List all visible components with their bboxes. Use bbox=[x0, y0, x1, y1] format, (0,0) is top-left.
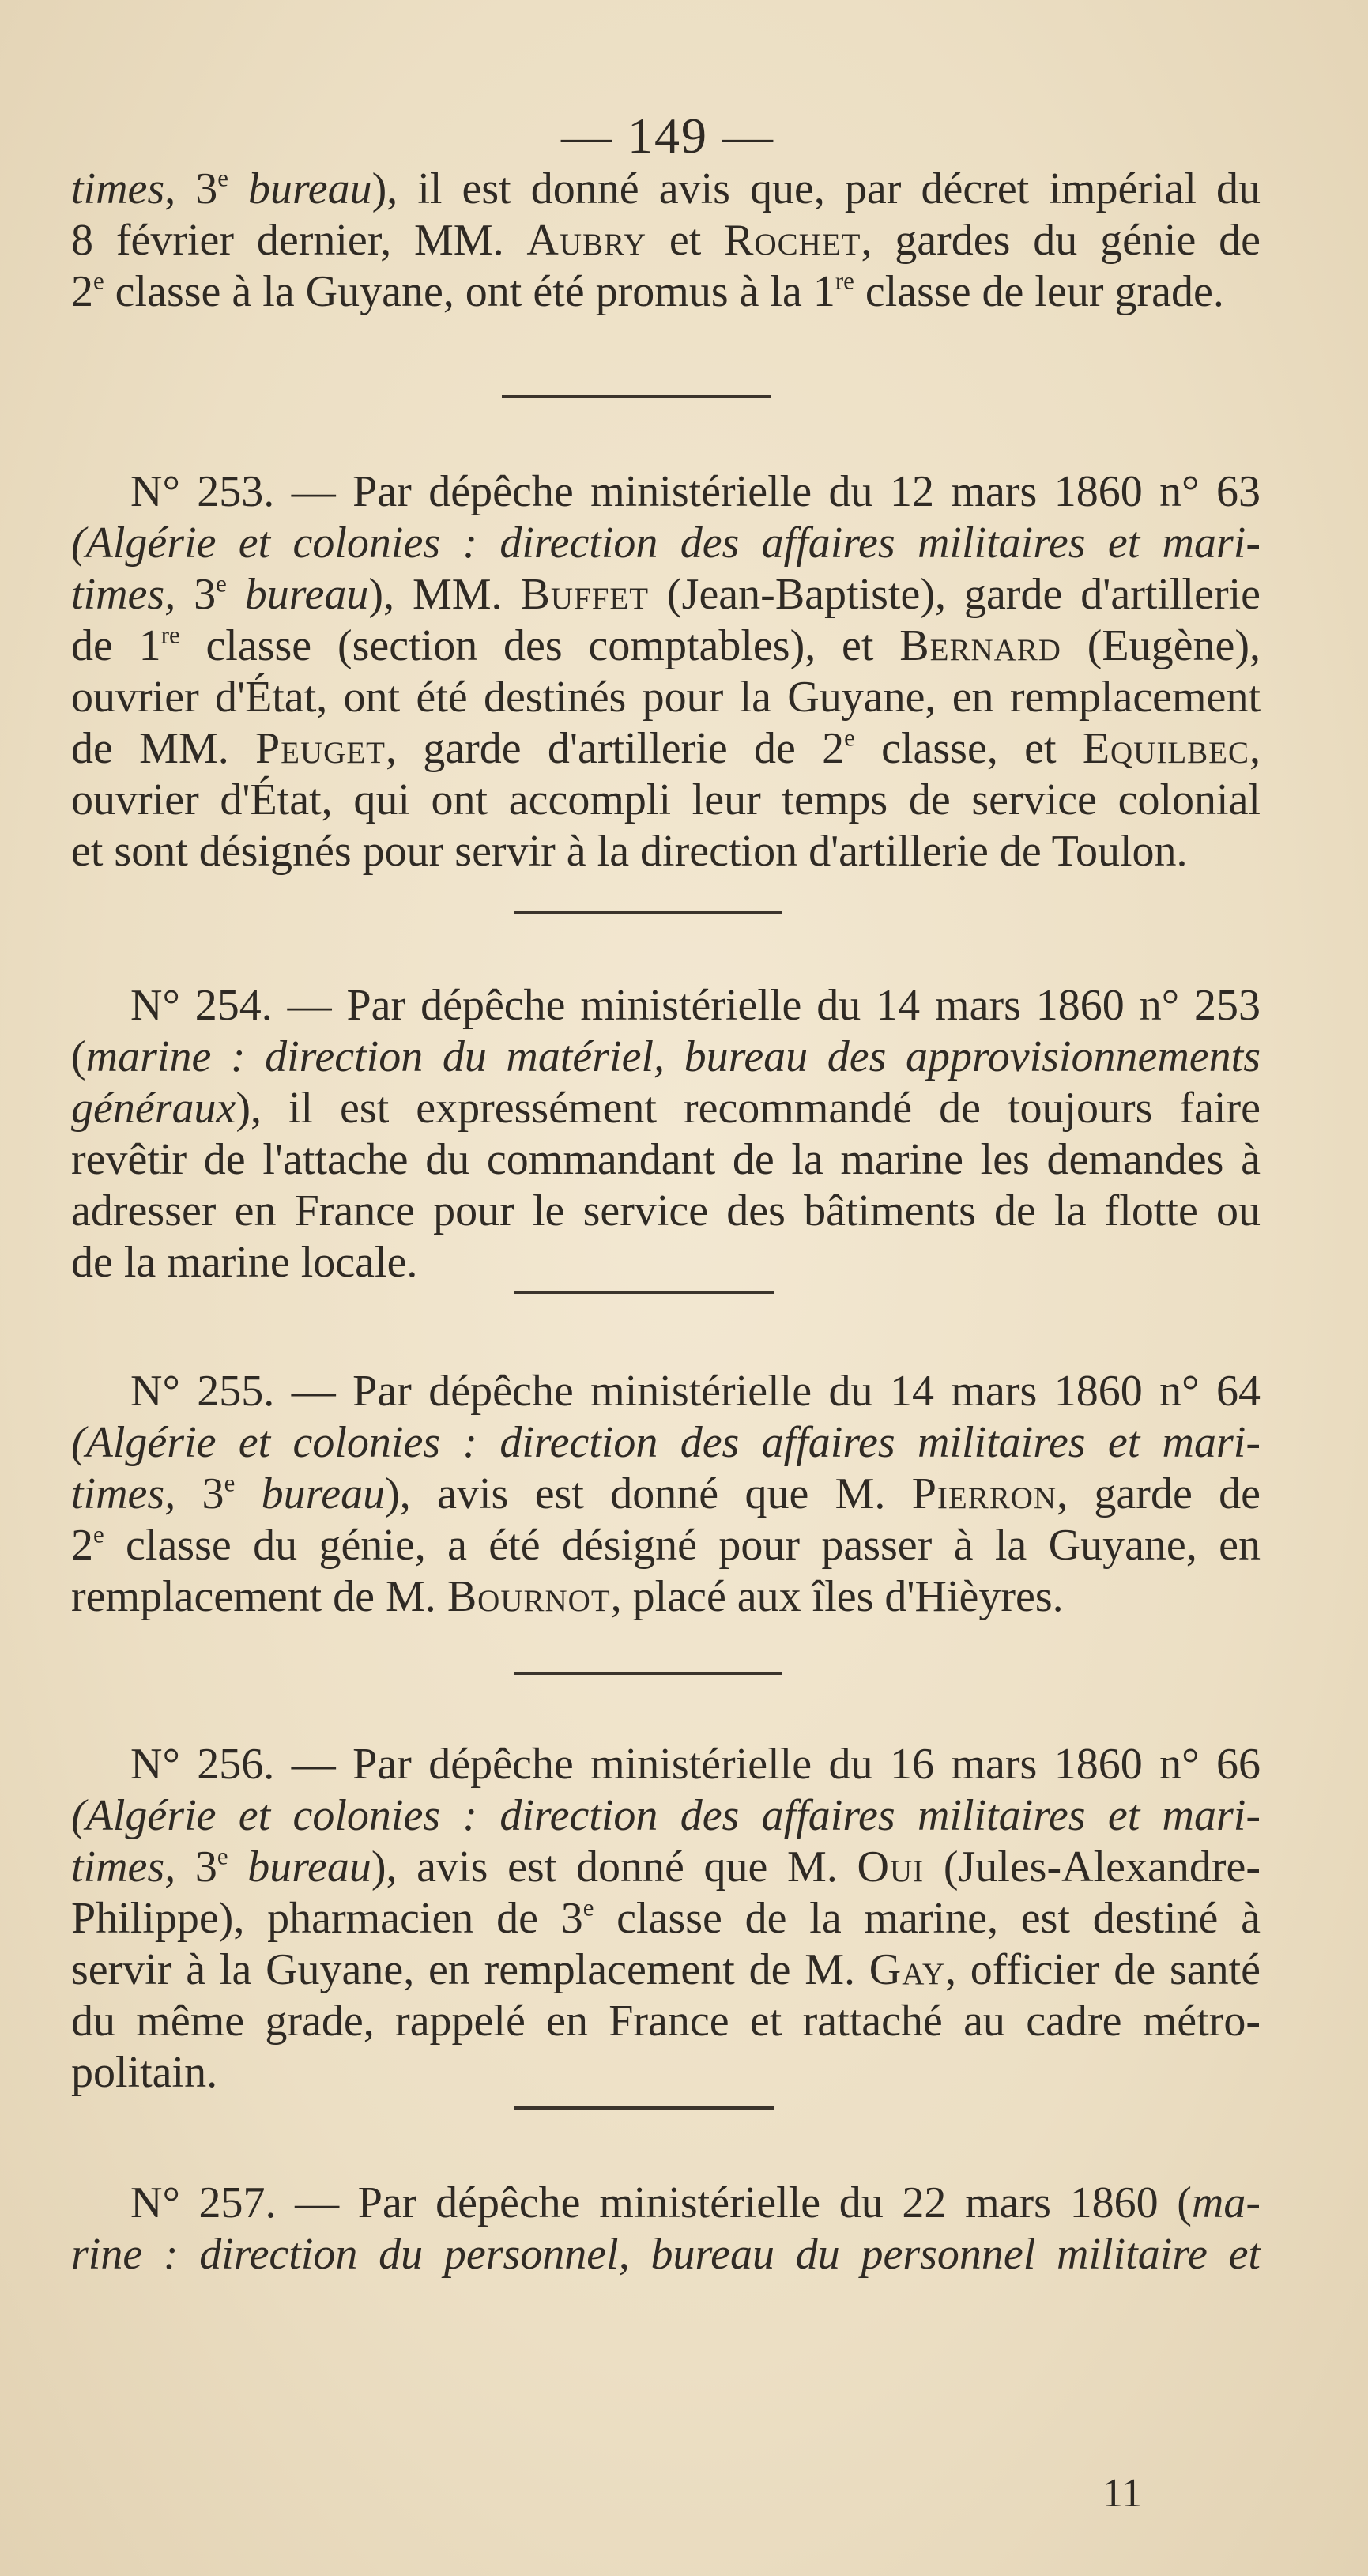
text-line bbox=[71, 466, 1261, 518]
text-run: , 3 bbox=[164, 164, 218, 213]
text-run: e bbox=[93, 267, 104, 295]
text-run: Rochet bbox=[724, 216, 861, 265]
text-run: e bbox=[582, 1894, 594, 1922]
signature-mark: 11 bbox=[1102, 2471, 1143, 2516]
text-run: ma- bbox=[1191, 2178, 1261, 2227]
text-run: bureau bbox=[261, 1469, 386, 1518]
text-run: e bbox=[844, 724, 855, 752]
text-line bbox=[71, 1032, 1261, 1083]
text-run: ), avis est donné que M. bbox=[385, 1469, 912, 1518]
text-run: (Jules-Alexandre- bbox=[924, 1842, 1261, 1891]
text-run: rine : direction du personnel, bureau du personnel militaire et bbox=[71, 2230, 1261, 2279]
text-run: du même grade, rappelé en France et rattaché au cadre métro- bbox=[71, 1997, 1261, 2046]
text-run: ), avis est donné que M. bbox=[371, 1842, 857, 1891]
text-line bbox=[71, 775, 1261, 826]
text-run: (Algérie et colonies : direction des affaires militaires et mari- bbox=[71, 519, 1261, 568]
text-run: , garde d'artillerie de 2 bbox=[385, 724, 845, 773]
text-run bbox=[228, 164, 248, 213]
separator-rule bbox=[514, 911, 782, 914]
entry-continuation bbox=[71, 164, 1261, 318]
text-line bbox=[71, 1790, 1261, 1842]
text-run: N° 253. — Par dépêche ministérielle du 12 mars 1860 n° 63 bbox=[130, 467, 1261, 516]
text-run: ouvrier d'État, ont été destinés pour la Guyane, en remplacement bbox=[71, 673, 1261, 722]
text-run bbox=[227, 570, 245, 619]
text-run: Peuget bbox=[255, 724, 386, 773]
text-line bbox=[71, 1417, 1261, 1469]
text-run: times, bbox=[71, 1469, 176, 1518]
text-run: 2 bbox=[71, 267, 93, 316]
text-run: et sont désignés pour servir à la direction d'artillerie de Toulon. bbox=[71, 827, 1188, 876]
text-line bbox=[71, 1186, 1261, 1237]
entry-257 bbox=[71, 2178, 1261, 2280]
text-run: N° 254. — Par dépêche ministérielle du 14 mars 1860 n° 253 bbox=[130, 981, 1261, 1030]
text-run: ), MM. bbox=[368, 570, 521, 619]
text-line bbox=[71, 1134, 1261, 1186]
text-run: classe du génie, a été désigné pour passer à la Guyane, en bbox=[104, 1521, 1261, 1570]
text-run: Aubry bbox=[526, 216, 647, 265]
text-run: de MM. bbox=[71, 724, 256, 773]
text-run: Gay bbox=[869, 1945, 945, 1994]
text-run: 3 bbox=[175, 1842, 217, 1891]
text-line bbox=[71, 1237, 1261, 1288]
entry-253 bbox=[71, 466, 1261, 877]
entry-256 bbox=[71, 1739, 1261, 2099]
text-run: 3 bbox=[175, 570, 217, 619]
text-line bbox=[71, 569, 1261, 620]
separator-rule bbox=[514, 2106, 774, 2110]
text-line bbox=[71, 672, 1261, 723]
entry-255 bbox=[71, 1366, 1261, 1623]
text-line bbox=[71, 215, 1261, 266]
text-run: Equilbec bbox=[1082, 724, 1250, 773]
text-run: N° 256. — Par dépêche ministérielle du 16 mars 1860 n° 66 bbox=[130, 1740, 1261, 1789]
text-run: , garde de bbox=[1057, 1469, 1261, 1518]
text-run: classe de leur grade. bbox=[854, 267, 1224, 316]
text-line bbox=[71, 266, 1261, 318]
text-run: Bernard bbox=[899, 621, 1061, 670]
text-run: e bbox=[224, 1469, 236, 1497]
text-run: généraux bbox=[71, 1084, 236, 1133]
text-run: N° 255. — Par dépêche ministérielle du 14 mars 1860 n° 64 bbox=[130, 1367, 1261, 1416]
text-run: e bbox=[217, 1842, 228, 1870]
text-run: Pierron bbox=[911, 1469, 1057, 1518]
text-run: classe, et bbox=[854, 724, 1083, 773]
text-line bbox=[71, 1842, 1261, 1893]
text-run: Bournot bbox=[447, 1572, 611, 1621]
text-line bbox=[71, 1520, 1261, 1571]
text-line bbox=[71, 1469, 1261, 1520]
text-run: revêtir de l'attache du commandant de la marine les demandes à bbox=[71, 1135, 1261, 1184]
text-run: e bbox=[217, 164, 228, 192]
text-run: (Algérie et colonies : direction des affaires militaires et mari- bbox=[71, 1791, 1261, 1840]
separator-rule bbox=[514, 1672, 782, 1675]
entry-254 bbox=[71, 980, 1261, 1288]
text-run: Buffet bbox=[520, 570, 650, 619]
text-run: de la marine locale. bbox=[71, 1238, 418, 1287]
text-line bbox=[71, 826, 1261, 877]
text-run bbox=[235, 1469, 261, 1518]
text-line bbox=[71, 1944, 1261, 1996]
text-run: ouvrier d'État, qui ont accompli leur temps de service colonial bbox=[71, 775, 1261, 824]
text-line bbox=[71, 2229, 1261, 2280]
text-run: et bbox=[646, 216, 725, 265]
text-run: (Algérie et colonies : direction des affaires militaires et mari- bbox=[71, 1418, 1261, 1467]
text-run: times bbox=[71, 164, 165, 213]
text-run: , placé aux îles d'Hièyres. bbox=[610, 1572, 1064, 1621]
text-run: (Eugène), bbox=[1061, 621, 1261, 670]
text-run: remplacement de M. bbox=[71, 1572, 447, 1621]
text-run: bureau bbox=[248, 164, 372, 213]
text-run: ), il est donné avis que, par décret impérial du bbox=[371, 164, 1261, 213]
text-run: bureau bbox=[247, 1842, 371, 1891]
text-run: classe de la marine, est destiné à bbox=[594, 1894, 1261, 1943]
text-run: servir à la Guyane, en remplacement de M. bbox=[71, 1945, 869, 1994]
text-line bbox=[71, 980, 1261, 1032]
text-run: classe à la Guyane, ont été promus à la 1 bbox=[104, 267, 835, 316]
text-run: adresser en France pour le service des bâtiments de la flotte ou bbox=[71, 1186, 1261, 1235]
text-run: (Jean-Baptiste), garde d'artillerie bbox=[649, 570, 1261, 619]
text-run: 8 février dernier, MM. bbox=[71, 216, 527, 265]
text-line bbox=[71, 723, 1261, 775]
text-run: re bbox=[160, 621, 180, 649]
text-run: bureau bbox=[244, 570, 369, 619]
text-run: re bbox=[835, 267, 854, 295]
text-run: 2 bbox=[71, 1521, 93, 1570]
text-line bbox=[71, 164, 1261, 215]
text-run: , bbox=[1249, 724, 1261, 773]
text-run: marine : direction du matériel, bureau des approvisionnements bbox=[85, 1032, 1261, 1081]
separator-rule bbox=[514, 1291, 774, 1294]
text-line bbox=[71, 518, 1261, 569]
page-number: — 149 — bbox=[561, 107, 774, 164]
text-run: 3 bbox=[175, 1469, 224, 1518]
text-run: Philippe), pharmacien de 3 bbox=[71, 1894, 583, 1943]
text-run: e bbox=[216, 570, 227, 598]
text-run: , officier de santé bbox=[945, 1945, 1261, 1994]
text-line bbox=[71, 1083, 1261, 1134]
text-line bbox=[71, 2178, 1261, 2229]
text-run: ), il est expressément recommandé de toujours faire bbox=[236, 1084, 1261, 1133]
text-run: N° 257. — Par dépêche ministérielle du 22 mars 1860 ( bbox=[130, 2178, 1192, 2227]
text-line bbox=[71, 620, 1261, 672]
text-line bbox=[71, 1996, 1261, 2047]
text-run: ( bbox=[71, 1032, 86, 1081]
text-line bbox=[71, 1571, 1261, 1623]
text-run: times, bbox=[71, 1842, 176, 1891]
text-run: classe (section des comptables), et bbox=[179, 621, 900, 670]
text-run: de 1 bbox=[71, 621, 161, 670]
text-run: politain. bbox=[71, 2048, 218, 2097]
text-run: , gardes du génie de bbox=[861, 216, 1261, 265]
text-line bbox=[71, 1893, 1261, 1944]
text-line bbox=[71, 1366, 1261, 1417]
text-run bbox=[228, 1842, 248, 1891]
text-run: e bbox=[93, 1521, 104, 1548]
text-line bbox=[71, 1739, 1261, 1790]
text-run: times, bbox=[71, 570, 176, 619]
separator-rule bbox=[502, 395, 771, 398]
text-run: Oui bbox=[857, 1842, 925, 1891]
text-line bbox=[71, 2047, 1261, 2099]
